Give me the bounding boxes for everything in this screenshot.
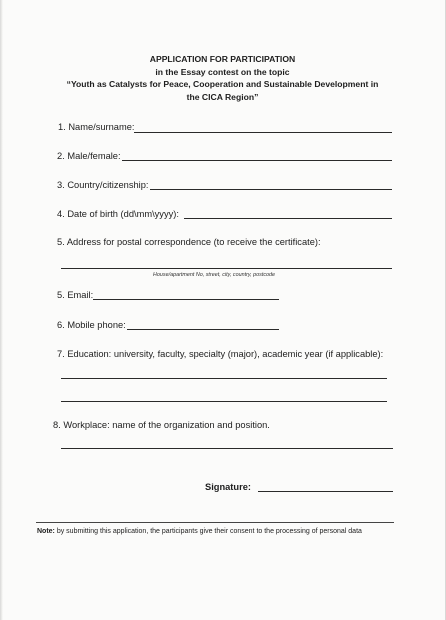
gender-label: 2. Male/female: [57, 151, 121, 161]
address-input-line[interactable] [61, 268, 392, 269]
signature-label: Signature: [205, 482, 251, 492]
country-input-line[interactable] [150, 189, 392, 190]
footer-divider [36, 522, 394, 523]
workplace-input-line[interactable] [61, 448, 393, 449]
email-input-line[interactable] [93, 299, 279, 300]
contest-topic-line-2: the CICA Region” [186, 91, 259, 102]
note-label: Note: [37, 528, 55, 535]
workplace-label: 8. Workplace: name of the organization and position. [53, 420, 270, 430]
dob-input-line[interactable] [184, 218, 392, 219]
name-label: 1. Name/surname: [58, 122, 135, 132]
email-label: 5. Email: [57, 290, 94, 300]
note-text: by submitting this application, the participants give their consent to the processing of personal data [54, 528, 362, 535]
education-input-line-1[interactable] [61, 378, 387, 379]
phone-input-line[interactable] [127, 329, 279, 330]
address-format-hint: House/apartment No, street, city, country, postcode [153, 272, 276, 278]
form-header [0, 53, 445, 103]
country-label: 3. Country/citizenship: [57, 180, 149, 190]
education-label: 7. Education: university, faculty, specialty (major), academic year (if applicable): [57, 349, 384, 359]
gender-input-line[interactable] [122, 160, 392, 161]
name-input-line[interactable] [134, 132, 392, 133]
form-title: APPLICATION FOR PARTICIPATION [149, 54, 296, 64]
phone-label: 6. Mobile phone: [57, 320, 126, 330]
form-subtitle: in the Essay contest on the topic [155, 66, 290, 77]
dob-label: 4. Date of birth (dd\mm\yyyy): [57, 209, 179, 219]
consent-note [37, 527, 387, 536]
signature-input-line[interactable] [258, 491, 393, 492]
contest-topic-line-1: “Youth as Catalysts for Peace, Cooperation and Sustainable Development in [66, 79, 379, 90]
education-input-line-2[interactable] [61, 401, 387, 402]
address-label: 5. Address for postal correspondence (to receive the certificate): [57, 237, 321, 247]
